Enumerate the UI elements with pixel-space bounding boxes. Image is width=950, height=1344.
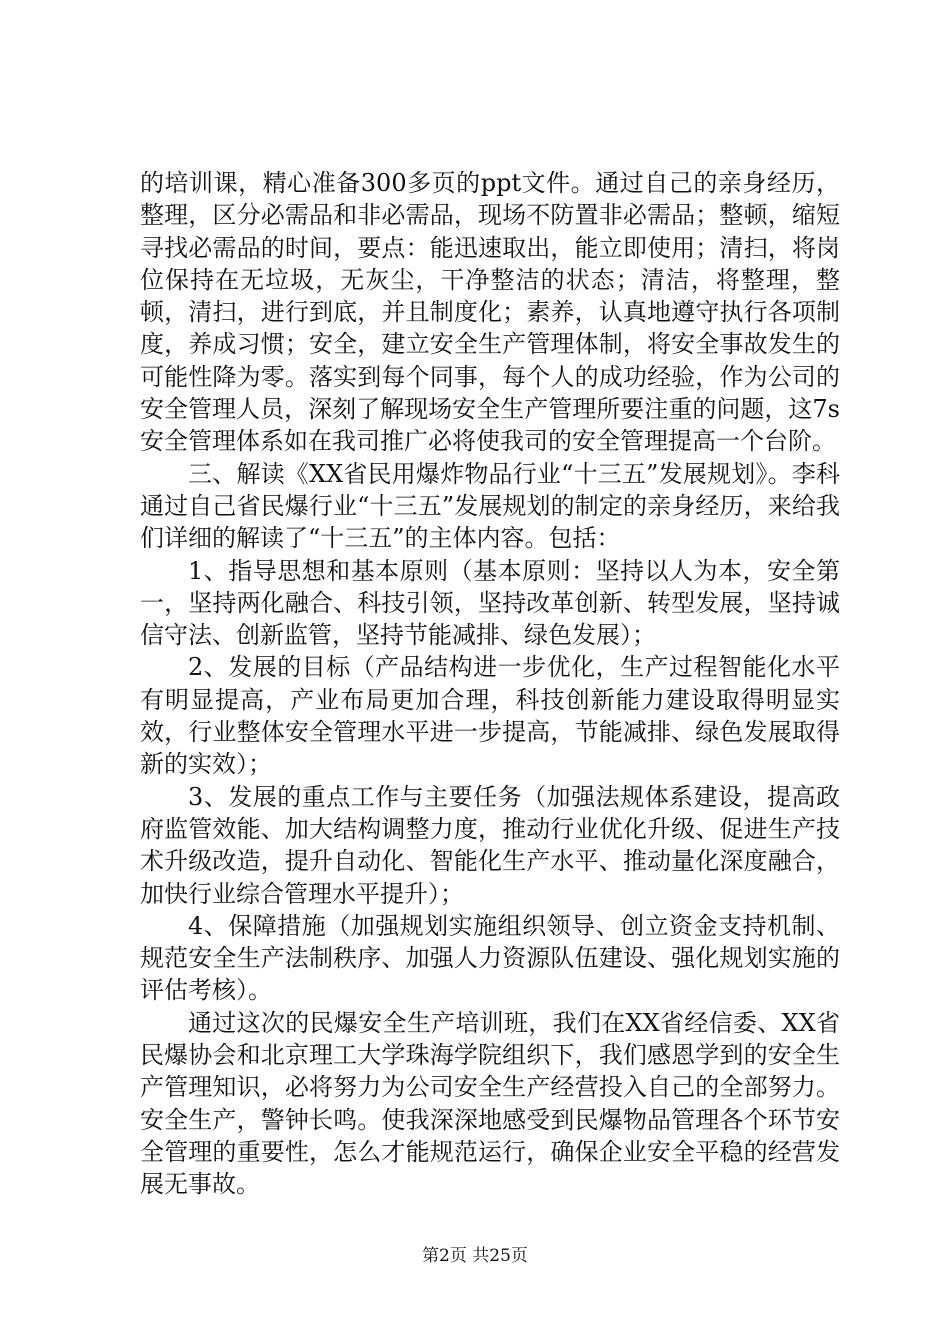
paragraph-item-3: 3、发展的重点工作与主要任务（加强法规体系建设，提高政府监管效能、加大结构调整力度，推动行业优化升级、促进生产技术升级改造，提升自动化、智能化生产水平、推动量化深度融合，加快行业综合管理水平提升）； [140,782,840,908]
document-body [140,167,840,1201]
paragraph-conclusion: 通过这次的民爆安全生产培训班，我们在XX省经信委、XX省民爆协会和北京理工大学珠海学院组织下，我们感恩学到的安全生产管理知识，必将努力为公司安全生产经营投入自己的全部努力。安全生产，警钟长鸣。使我深深地感受到民爆物品管理各个环节安全管理的重要性，怎么才能规范运行，确保企业安全平稳的经营发展无事故。 [140,1008,840,1199]
page-footer: 第2页 共25页 [422,1246,528,1266]
paragraph-section-three: 三、解读《XX省民用爆炸物品行业“十三五”发展规划》。李科通过自己省民爆行业“十三五”发展规划的制定的亲身经历，来给我们详细的解读了“十三五”的主体内容。包括： [140,459,840,553]
paragraph-item-2: 2、发展的目标（产品结构进一步优化，生产过程智能化水平有明显提高，产业布局更加合理，科技创新能力建设取得明显实效，行业整体安全管理水平进一步提高，节能减排、绿色发展取得新的实效）； [140,653,840,779]
paragraph-item-1: 1、指导思想和基本原则（基本原则：坚持以人为本，安全第一，坚持两化融合、科技引领，坚持改革创新、转型发展，坚持诚信守法、创新监管，坚持节能减排、绿色发展）； [140,556,840,650]
paragraph-item-4: 4、保障措施（加强规划实施组织领导、创立资金支持机制、规范安全生产法制秩序、加强人力资源队伍建设、强化规划实施的评估考核）。 [140,911,840,1005]
paragraph-continuation: 的培训课，精心准备300多页的ppt文件。通过自己的亲身经历，整理，区分必需品和非必需品，现场不防置非必需品；整顿，缩短寻找必需品的时间，要点：能迅速取出，能立即使用；清扫，将岗位保持在无垃圾，无灰尘，干净整洁的状态；清洁，将整理，整顿，清扫，进行到底，并且制度化；素养，认真地遵守执行各项制度，养成习惯；安全，建立安全生产管理体制，将安全事故发生的可能性降为零。落实到每个同事，每个人的成功经验，作为公司的安全管理人员，深刻了解现场安全生产管理所要注重的问题，这7s安全管理体系如在我司推广必将使我司的安全管理提高一个台阶。 [140,169,840,456]
